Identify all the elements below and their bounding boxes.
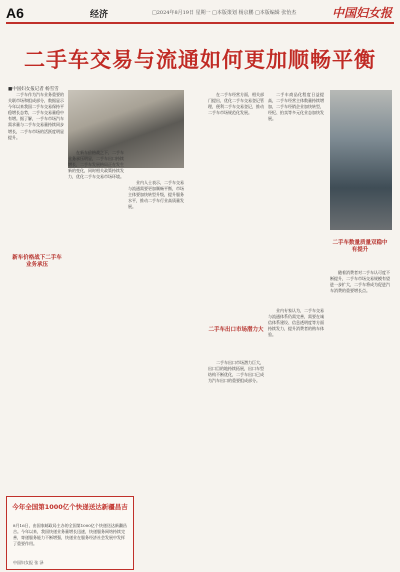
header-rule	[6, 22, 394, 24]
subheading: 二手车出口市场潜力大	[208, 327, 264, 333]
newspaper-logo: 中国妇女报	[331, 6, 392, 20]
article-column	[330, 270, 390, 560]
paragraph: 二手车作为汽车业务重要的关联市场和组成部分，数据显示今年以来我国二手车交易保持平稳增长态势，二手车交易量稳中有增。据了解，一手车市场汽车需求量与二手车交易量持续同步增长，二手车市场的活跃度明显提升。	[8, 92, 64, 140]
article-column	[268, 308, 324, 560]
section-label: 经济	[90, 10, 109, 20]
issue-meta: □2024年8月19日 星期一 □本版策划 杨京鹏 □本版编辑 张怡杰	[152, 10, 297, 16]
brief-body: 8月16日，由国家邮政局主办的全国第1000亿个快递送达新疆昌吉。今年以来，我国快递业务量增长迅速，快递服务网络持续完善，寄递服务能力不断增强，快递业在服务经济社会发展中发挥了重要作用。	[13, 523, 127, 546]
page-number: A6	[6, 5, 24, 21]
paragraph: 在二手车经营方面，相关部门提出，优化二手车交易登记管理，便利二手车交易登记，推动二手车市场规范化发展。	[208, 92, 264, 116]
article-column	[208, 360, 264, 560]
brief-title: 今年全国第1000亿个快递送达新疆昌吉	[12, 503, 128, 511]
byline: ■中国妇女报记者 杨雪雪	[8, 87, 59, 92]
article-column	[8, 92, 64, 562]
article-photo	[330, 90, 392, 230]
paragraph: 二手车出口市场潜力巨大，出口目的地持续拓展，出口车型结构不断优化，二手车出口已成为汽车出口的重要组成部分。	[208, 360, 264, 384]
brief-credit: 中国妇女报 张 泽	[13, 560, 44, 565]
article-column	[128, 180, 184, 480]
article-column	[268, 92, 324, 292]
paragraph: 随着消费者对二手车认可度不断提升，二手车市场交易规模有望进一步扩大，二手车将成为促进汽车消费的重要增长点。	[330, 270, 390, 294]
subheading: 二手车数量质量双稳中有提升	[332, 240, 388, 253]
article-column	[208, 92, 264, 292]
news-brief-box	[6, 496, 134, 570]
paragraph: 业内人士表示，二手车交易与流通需要更加顺畅平衡，市场主体要加快转型升级，提升服务水平，推动二手车行业高质量发展。	[128, 180, 184, 210]
article-column	[68, 150, 124, 480]
article-headline: 二手车交易与流通如何更加顺畅平衡	[24, 48, 376, 72]
paragraph: 二手车商品化程度日益提高，二手车经营主体数量持续增加，二手车经销企业加快转型，经纪、拍卖等多元化业态加快发展。	[268, 92, 324, 122]
paragraph: 业内专家认为，二手车交易与流通体系仍需完善，需要在诚信体系建设、信息透明度等方面持续发力，提升消费者的购车体验。	[268, 308, 324, 338]
subheading: 新车价格战下二手车业务承压	[12, 255, 62, 268]
page-header	[0, 0, 400, 22]
paragraph: 在新车价格战之下，二手车业务承压明显，二手车出口持续增长，二手车发展格局正在发生新的变化，同时相关政策持续发力，优化二手车交易市场环境。	[68, 150, 124, 180]
